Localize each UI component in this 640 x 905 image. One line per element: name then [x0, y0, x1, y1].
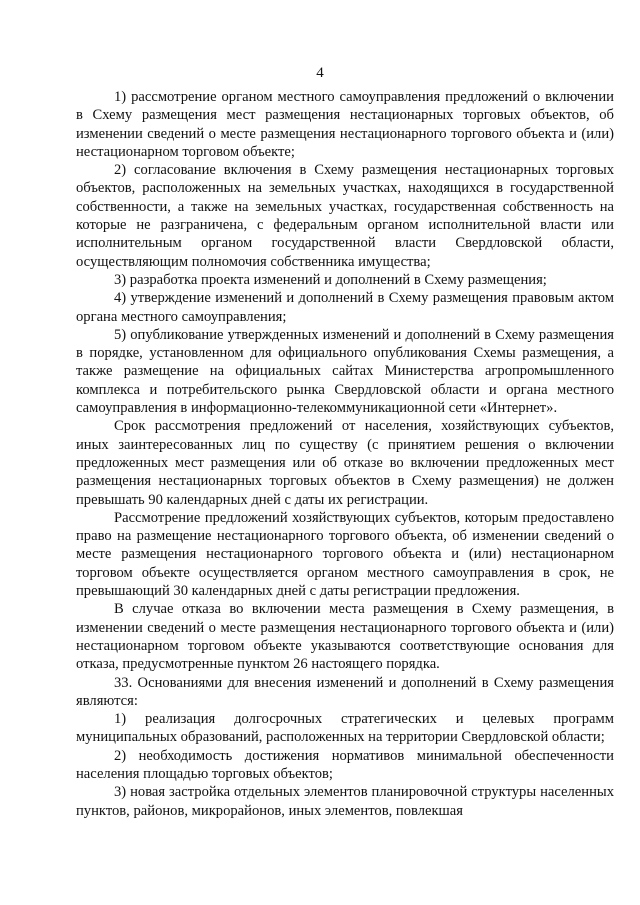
paragraph-refusal: В случае отказа во включении места размещения в Схему размещения, в изменении сведений о месте размещения нестационарного торгового объекта и (или) нестационарном торговом объекте указываются соответствующие основания для отказа, предусмотренные пунктом 26 настоящего порядка. [76, 601, 614, 673]
paragraph-item-4: 4) утверждение изменений и дополнений в Схему размещения правовым актом органа местного самоуправления; [76, 290, 614, 325]
paragraph-ground-2: 2) необходимость достижения нормативов минимальной обеспеченности населения площадью торговых объектов; [76, 747, 614, 782]
paragraph-item-3: 3) разработка проекта изменений и дополнений в Схему размещения; [114, 271, 547, 288]
paragraph-item-2: 2) согласование включения в Схему размещения нестационарных торговых объектов, расположенных на земельных участках, находящихся в государственной собственности, а также на земельных участках, государственная собственность на которые не разграничена, с федеральным органом исполнительной власти или исполнительным органом государственной власти Свердловской области, осуществляющим полномочия собственника имущества; [76, 162, 614, 270]
paragraph-business-proposals: Рассмотрение предложений хозяйствующих субъектов, которым предоставлено право на размещение нестационарного торгового объекта, об изменении сведений о месте размещения нестационарного торгового объекта и (или) нестационарном торговом объекте осуществляется органом местного самоуправления в срок, не превышающий 30 календарных дней с даты регистрации предложения. [76, 509, 614, 600]
page-number: 4 [316, 65, 324, 81]
paragraph-clause-33: 33. Основаниями для внесения изменений и дополнений в Схему размещения являются: [76, 674, 614, 709]
paragraph-review-period: Срок рассмотрения предложений от населения, хозяйствующих субъектов, иных заинтересованных лиц по существу (с принятием решения о включении предложенных мест размещения или об отказе во включении предложенных мест размещения нестационарных торговых объектов в Схему размещения) не должен превышать 90 календарных дней с даты их регистрации. [76, 418, 614, 508]
paragraph-ground-3: 3) новая застройка отдельных элементов планировочной структуры населенных пунктов, районов, микрорайонов, иных элементов, повлекшая [76, 784, 614, 819]
paragraph-item-1: 1) рассмотрение органом местного самоуправления предложений о включении в Схему размещения мест размещения нестационарных торговых объектов, об изменении сведений о месте размещения нестационарного торгового объекта и (или) нестационарном торговом объекте; [76, 89, 614, 160]
paragraph-ground-1: 1) реализация долгосрочных стратегических и целевых программ муниципальных образований, расположенных на территории Свердловской области; [76, 711, 614, 746]
document-body [76, 88, 614, 820]
paragraph-item-5: 5) опубликование утвержденных изменений и дополнений в Схему размещения в порядке, установленном для официального опубликования Схемы размещения, а также размещение на официальных сайтах Министерства агропромышленного комплекса и потребительского рынка Свердловской области и органа местного самоуправления в информационно-телекоммуникационной сети «Интернет». [76, 326, 614, 417]
